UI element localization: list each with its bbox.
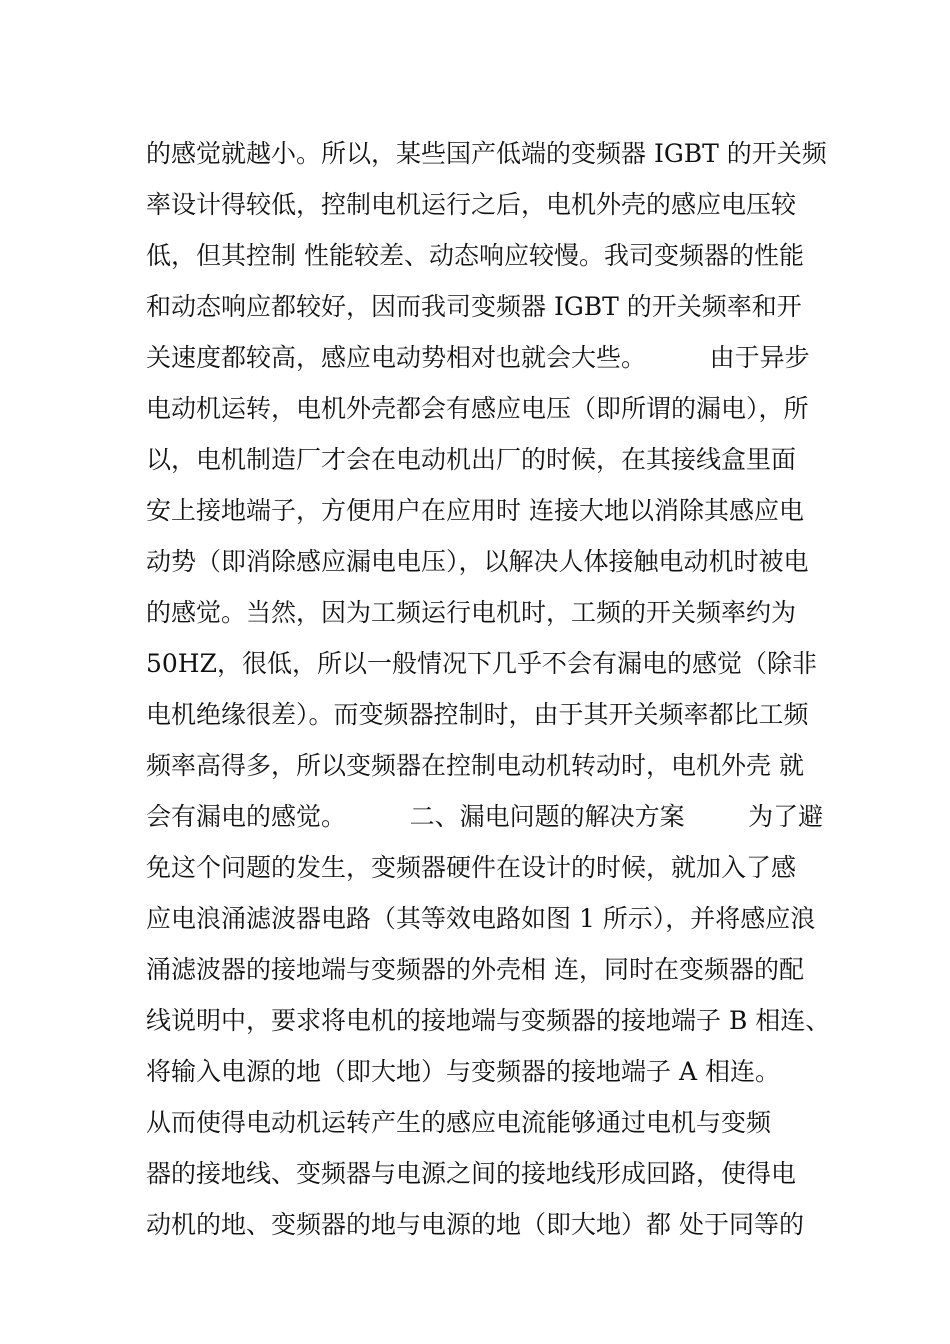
text-line-11: 50HZ，很低，所以一般情况下几乎不会有漏电的感觉（除非 <box>146 649 817 678</box>
text-line-12: 电机绝缘很差）。而变频器控制时，由于其开关频率都比工频 <box>146 700 809 729</box>
text-line-7: 以，电机制造厂才会在电动机出厂的时候，在其接线盒里面 <box>146 445 797 474</box>
text-line-17: 涌滤波器的接地端与变频器的外壳相 连，同时在变频器的配 <box>146 955 804 984</box>
text-line-14: 会有漏电的感觉。 二、漏电问题的解决方案 为了避 <box>146 802 824 831</box>
text-line-5: 关速度都较高，感应电动势相对也就会大些。 由于异步 <box>146 343 810 372</box>
text-line-2: 率设计得较低，控制电机运行之后，电机外壳的感应电压较 <box>146 190 797 219</box>
text-line-8: 安上接地端子，方便用户在应用时 连接大地以消除其感应电 <box>146 496 804 525</box>
text-line-13: 频率高得多，所以变频器在控制电动机转动时，电机外壳 就 <box>146 751 804 780</box>
text-line-15: 免这个问题的发生，变频器硬件在设计的时候，就加入了感 <box>146 853 797 882</box>
text-line-4: 和动态响应都较好，因而我司变频器 IGBT 的开关频率和开 <box>146 292 802 321</box>
text-line-19: 将输入电源的地（即大地）与变频器的接地端子 A 相连。 <box>146 1057 780 1086</box>
text-line-20: 从而使得电动机运转产生的感应电流能够通过电机与变频 <box>146 1108 772 1137</box>
text-line-22: 动机的地、变频器的地与电源的地（即大地）都 处于同等的 <box>146 1210 804 1239</box>
text-line-3: 低，但其控制 性能较差、动态响应较慢。我司变频器的性能 <box>146 241 804 270</box>
text-line-9: 动势（即消除感应漏电电压），以解决人体接触电动机时被电 <box>146 547 809 576</box>
text-line-21: 器的接地线、变频器与电源之间的接地线形成回路，使得电 <box>146 1159 797 1188</box>
text-line-16: 应电浪涌滤波器电路（其等效电路如图 1 所示），并将感应浪 <box>146 904 816 933</box>
text-line-18: 线说明中，要求将电机的接地端与变频器的接地端子 B 相连、 <box>146 1006 831 1035</box>
text-line-10: 的感觉。当然，因为工频运行电机时，工频的开关频率约为 <box>146 598 797 627</box>
body-text <box>146 128 846 1250</box>
text-line-6: 电动机运转，电机外壳都会有感应电压（即所谓的漏电），所 <box>146 394 809 423</box>
text-line-1: 的感觉就越小。所以，某些国产低端的变频器 IGBT 的开关频 <box>146 139 827 168</box>
